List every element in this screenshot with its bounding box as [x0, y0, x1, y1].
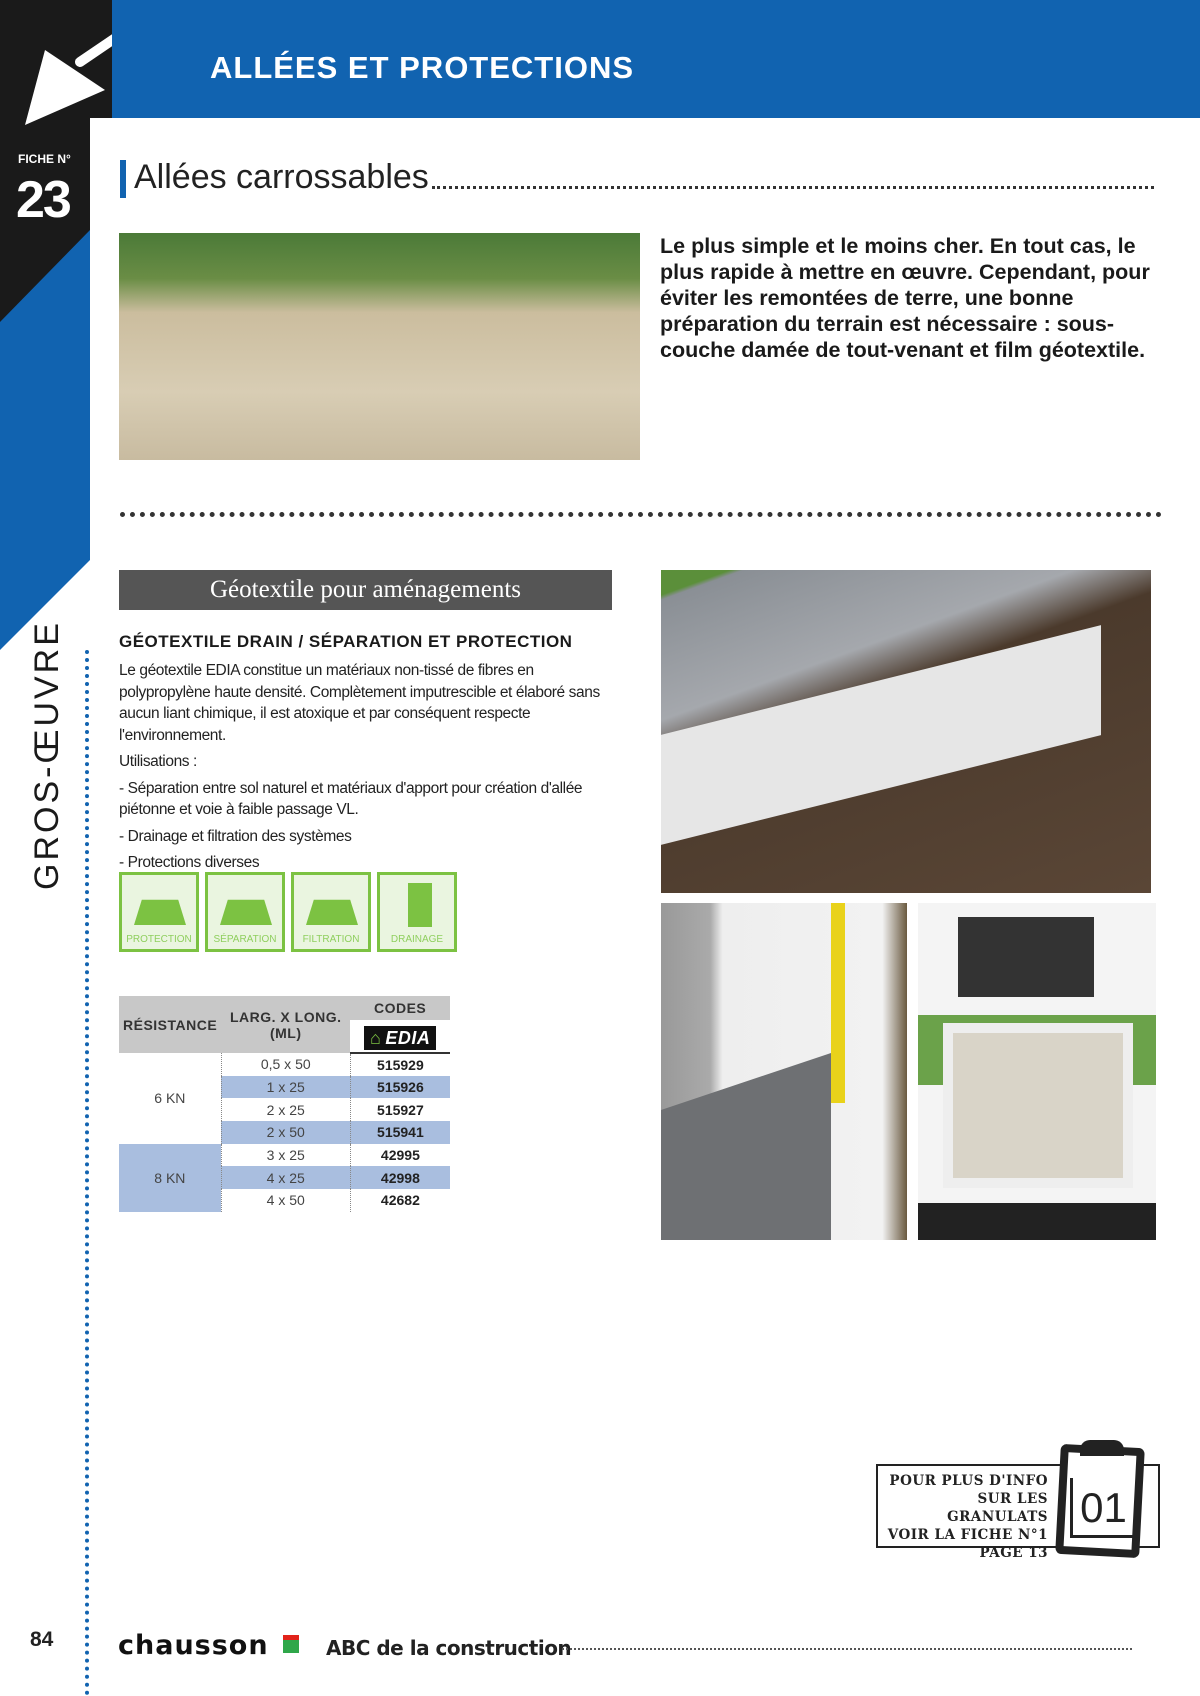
info-text	[880, 1472, 1048, 1562]
col-resistance: RÉSISTANCE	[119, 996, 221, 1053]
icon-label: FILTRATION	[302, 934, 360, 945]
resistance-cell: 8 KN	[119, 1144, 221, 1212]
filtration-icon	[291, 872, 371, 952]
code-cell: 515926	[350, 1076, 450, 1099]
info-line: VOIR LA FICHE N°1	[887, 1527, 1048, 1543]
code-cell: 515941	[350, 1121, 450, 1144]
icon-label: DRAINAGE	[390, 934, 444, 945]
size-cell: 2 x 25	[221, 1098, 350, 1121]
use-item: - Protections diverses	[119, 854, 260, 871]
vertical-divider	[85, 650, 89, 1696]
section-separator	[120, 512, 1162, 517]
section-banner: Géotextile pour aménagements	[119, 570, 612, 610]
col-codes: CODES	[350, 996, 450, 1020]
page-title: ALLÉES ET PROTECTIONS	[210, 50, 635, 85]
section-paragraph: Le plus simple et le moins cher. En tout cas, le plus rapide à mettre en œuvre. Cependant, pour éviter les remontées de terre, une bonne préparation du terrain est nécessaire : sous-couche damée de tout-venant et film géotextile.	[660, 234, 1150, 362]
size-cell: 3 x 25	[221, 1144, 350, 1167]
footer-leader	[562, 1648, 1132, 1650]
product-table	[119, 996, 450, 1212]
page-number: 84	[30, 1628, 54, 1651]
function-icons	[119, 872, 457, 952]
table-row	[119, 1053, 450, 1076]
info-line: SUR LES GRANULATS	[947, 1491, 1048, 1525]
use-item: - Séparation entre sol naturel et matériaux d'apport pour création d'allée piétonne et voie à faible passage VL.	[119, 779, 583, 818]
heading-accent	[120, 160, 126, 198]
product-description	[119, 660, 619, 879]
separation-icon	[205, 872, 285, 952]
product-heading: GÉOTEXTILE DRAIN / SÉPARATION ET PROTECTION	[119, 632, 573, 651]
protection-icon	[119, 872, 199, 952]
size-cell: 2 x 50	[221, 1121, 350, 1144]
size-cell: 0,5 x 50	[221, 1053, 350, 1076]
edia-logo: ⌂ EDIA	[364, 1026, 436, 1050]
section-heading: Allées carrossables	[134, 158, 429, 196]
icon-label: PROTECTION	[126, 934, 192, 945]
gravel-driveway-photo	[119, 233, 640, 460]
chausson-logo: chausson	[118, 1630, 269, 1661]
code-cell: 42682	[380, 1192, 420, 1209]
code-cell: 515929	[377, 1056, 424, 1073]
info-line: POUR PLUS D'INFO	[889, 1473, 1048, 1489]
drainage-icon	[377, 872, 457, 952]
code-cell: 42995	[380, 1147, 420, 1164]
uses-label: Utilisations :	[119, 753, 197, 770]
fiche-number: 23	[16, 171, 70, 229]
info-line: PAGE 13	[979, 1545, 1048, 1561]
footer-tagline: ABC de la construction	[326, 1636, 572, 1660]
trowel-icon	[0, 0, 112, 130]
size-cell: 4 x 25	[221, 1166, 350, 1189]
resistance-cell: 6 KN	[154, 1090, 186, 1107]
gravel-path-photo	[918, 903, 1156, 1240]
drainage-trench-photo	[661, 903, 907, 1240]
heading-leader	[432, 186, 1154, 189]
intro-text: Le géotextile EDIA constitue un matériaux non-tissé de fibres en polypropylène haute densité. Complètement imputrescible et élaboré sans aucun liant chimique, il est atoxique et par conséquent respecte l'environnement.	[119, 662, 600, 744]
size-cell: 1 x 25	[221, 1076, 350, 1099]
section-label: GROS-ŒUVRE	[28, 620, 66, 890]
geotextile-laying-photo	[661, 570, 1151, 893]
logo-mark-icon	[283, 1635, 299, 1653]
icon-label: SÉPARATION	[213, 934, 277, 945]
code-cell: 42998	[350, 1166, 450, 1189]
code-cell: 515927	[377, 1101, 424, 1118]
fiche-label: FICHE N°	[18, 152, 71, 166]
use-item: - Drainage et filtration des systèmes	[119, 827, 352, 845]
fiche-ref-number: 01	[1070, 1478, 1134, 1538]
col-size: LARG. X LONG. (ML)	[221, 996, 350, 1053]
size-cell: 4 x 50	[221, 1189, 350, 1212]
clipboard-clip	[1080, 1440, 1124, 1456]
table-row	[119, 1144, 450, 1167]
